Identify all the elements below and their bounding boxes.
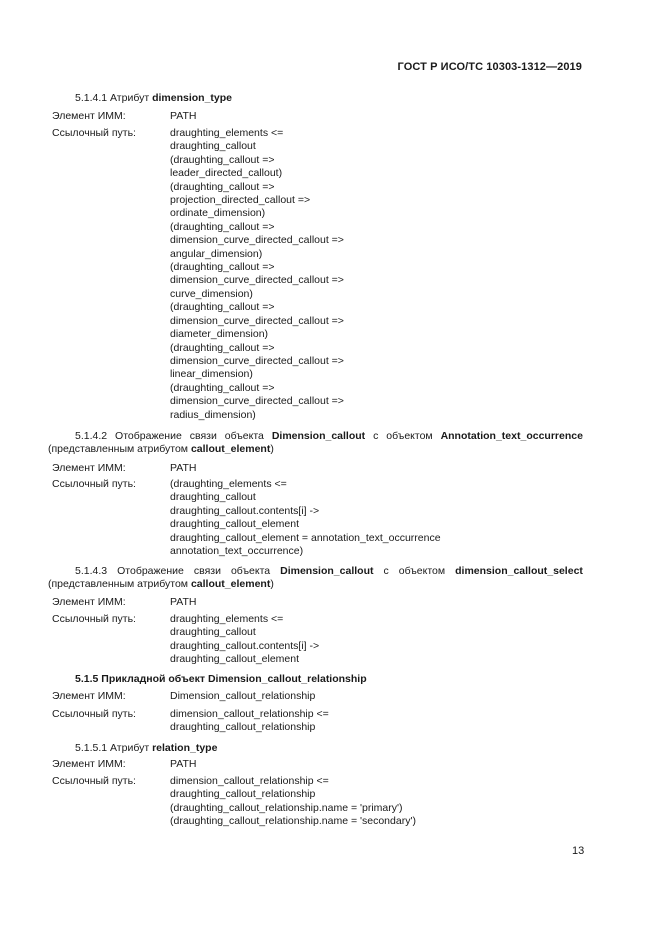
element-label: Элемент ИММ:	[52, 462, 126, 474]
path-line: (draughting_callout =>	[170, 220, 275, 233]
section-heading-5-1-4-2	[48, 430, 583, 457]
heading-word: 5.1.4.2	[75, 430, 108, 442]
path-line: draughting_callout.contents[i] ->	[170, 504, 320, 517]
heading-word: dimension_callout_select	[455, 565, 583, 577]
path-lines	[170, 127, 344, 422]
path-line: (draughting_elements <=	[170, 478, 287, 490]
path-lines	[170, 775, 416, 829]
path-line: radius_dimension)	[170, 408, 256, 421]
path-line: projection_directed_callout =>	[170, 194, 311, 207]
path-line: draughting_callout	[170, 491, 256, 504]
path-line: annotation_text_occurrence)	[170, 545, 304, 558]
path-line: dimension_curve_directed_callout =>	[170, 274, 344, 287]
path-label: Ссылочный путь:	[52, 613, 136, 625]
element-value: PATH	[170, 462, 197, 474]
heading-line-2: (представленным атрибутом callout_element)	[48, 578, 274, 591]
heading-word: Отображение	[115, 430, 182, 442]
element-label: Элемент ИММ:	[52, 596, 126, 608]
element-value: PATH	[170, 596, 197, 608]
element-value: PATH	[170, 758, 197, 770]
element-value: Dimension_callout_relationship	[170, 690, 316, 702]
path-line: draughting_callout_element = annotation_text_occurrence	[170, 531, 441, 544]
element-label: Элемент ИММ:	[52, 690, 126, 702]
section-heading-5-1-5-1: 5.1.5.1 Атрибут relation_type	[75, 742, 218, 754]
path-line: (draughting_callout =>	[170, 153, 275, 166]
heading-word: Отображение	[117, 565, 184, 577]
heading-line-2: (представленным атрибутом callout_element)	[48, 443, 274, 456]
page-number: 13	[572, 845, 585, 857]
path-line: draughting_elements <=	[170, 127, 284, 139]
path-lines	[170, 708, 329, 735]
path-line: (draughting_callout =>	[170, 261, 275, 274]
heading-word: объекта	[224, 430, 264, 442]
section-heading-5-1-5: 5.1.5 Прикладной объект Dimension_callout_relationship	[75, 673, 367, 685]
path-lines	[170, 613, 319, 667]
path-line: curve_dimension)	[170, 287, 253, 300]
path-label: Ссылочный путь:	[52, 478, 136, 490]
path-line: dimension_curve_directed_callout =>	[170, 354, 344, 367]
heading-word: Dimension_callout	[271, 430, 366, 442]
heading-word: связи	[193, 565, 221, 577]
element-label: Элемент ИММ:	[52, 110, 126, 122]
document-header: ГОСТ Р ИСО/ТС 10303-1312—2019	[397, 61, 582, 73]
path-line: (draughting_callout =>	[170, 180, 275, 193]
path-label: Ссылочный путь:	[52, 775, 136, 787]
path-line: dimension_curve_directed_callout =>	[170, 395, 344, 408]
heading-word: Dimension_callout	[280, 565, 374, 577]
heading-line-1	[48, 565, 583, 578]
path-line: (draughting_callout =>	[170, 341, 275, 354]
path-line: draughting_callout	[170, 626, 256, 639]
heading-word: с	[383, 565, 389, 577]
path-line: angular_dimension)	[170, 247, 263, 260]
path-line: draughting_callout_element	[170, 653, 300, 666]
path-line: dimension_callout_relationship <=	[170, 708, 329, 720]
path-line: (draughting_callout =>	[170, 381, 275, 394]
path-line: (draughting_callout =>	[170, 301, 275, 314]
path-label: Ссылочный путь:	[52, 127, 136, 139]
path-label: Ссылочный путь:	[52, 708, 136, 720]
heading-word: 5.1.4.3	[75, 565, 108, 577]
heading-word: связи	[189, 430, 217, 442]
section-heading-5-1-4-1: 5.1.4.1 Атрибут dimension_type	[75, 92, 233, 104]
path-line: dimension_callout_relationship <=	[170, 775, 329, 787]
section-heading-5-1-4-3	[48, 565, 583, 592]
path-line: leader_directed_callout)	[170, 167, 283, 180]
path-line: ordinate_dimension)	[170, 207, 266, 220]
path-line: diameter_dimension)	[170, 328, 269, 341]
path-line: draughting_callout.contents[i] ->	[170, 639, 320, 652]
path-lines	[170, 478, 441, 558]
heading-word: объекта	[230, 565, 271, 577]
element-value: PATH	[170, 110, 197, 122]
element-label: Элемент ИММ:	[52, 758, 126, 770]
path-line: dimension_curve_directed_callout =>	[170, 314, 344, 327]
path-line: draughting_callout_element	[170, 518, 300, 531]
heading-word: с	[373, 430, 379, 442]
heading-line-1	[48, 430, 583, 443]
heading-word: объектом	[386, 430, 433, 442]
heading-word: Annotation_text_occurrence	[440, 430, 583, 442]
path-line: (draughting_callout_relationship.name = 'primary')	[170, 801, 403, 814]
heading-word: объектом	[398, 565, 446, 577]
path-line: dimension_curve_directed_callout =>	[170, 234, 344, 247]
path-line: draughting_callout_relationship	[170, 721, 316, 734]
path-line: (draughting_callout_relationship.name = 'secondary')	[170, 815, 416, 828]
path-line: draughting_elements <=	[170, 613, 284, 625]
path-line: draughting_callout_relationship	[170, 788, 316, 801]
path-line: linear_dimension)	[170, 368, 253, 381]
path-line: draughting_callout	[170, 140, 256, 153]
